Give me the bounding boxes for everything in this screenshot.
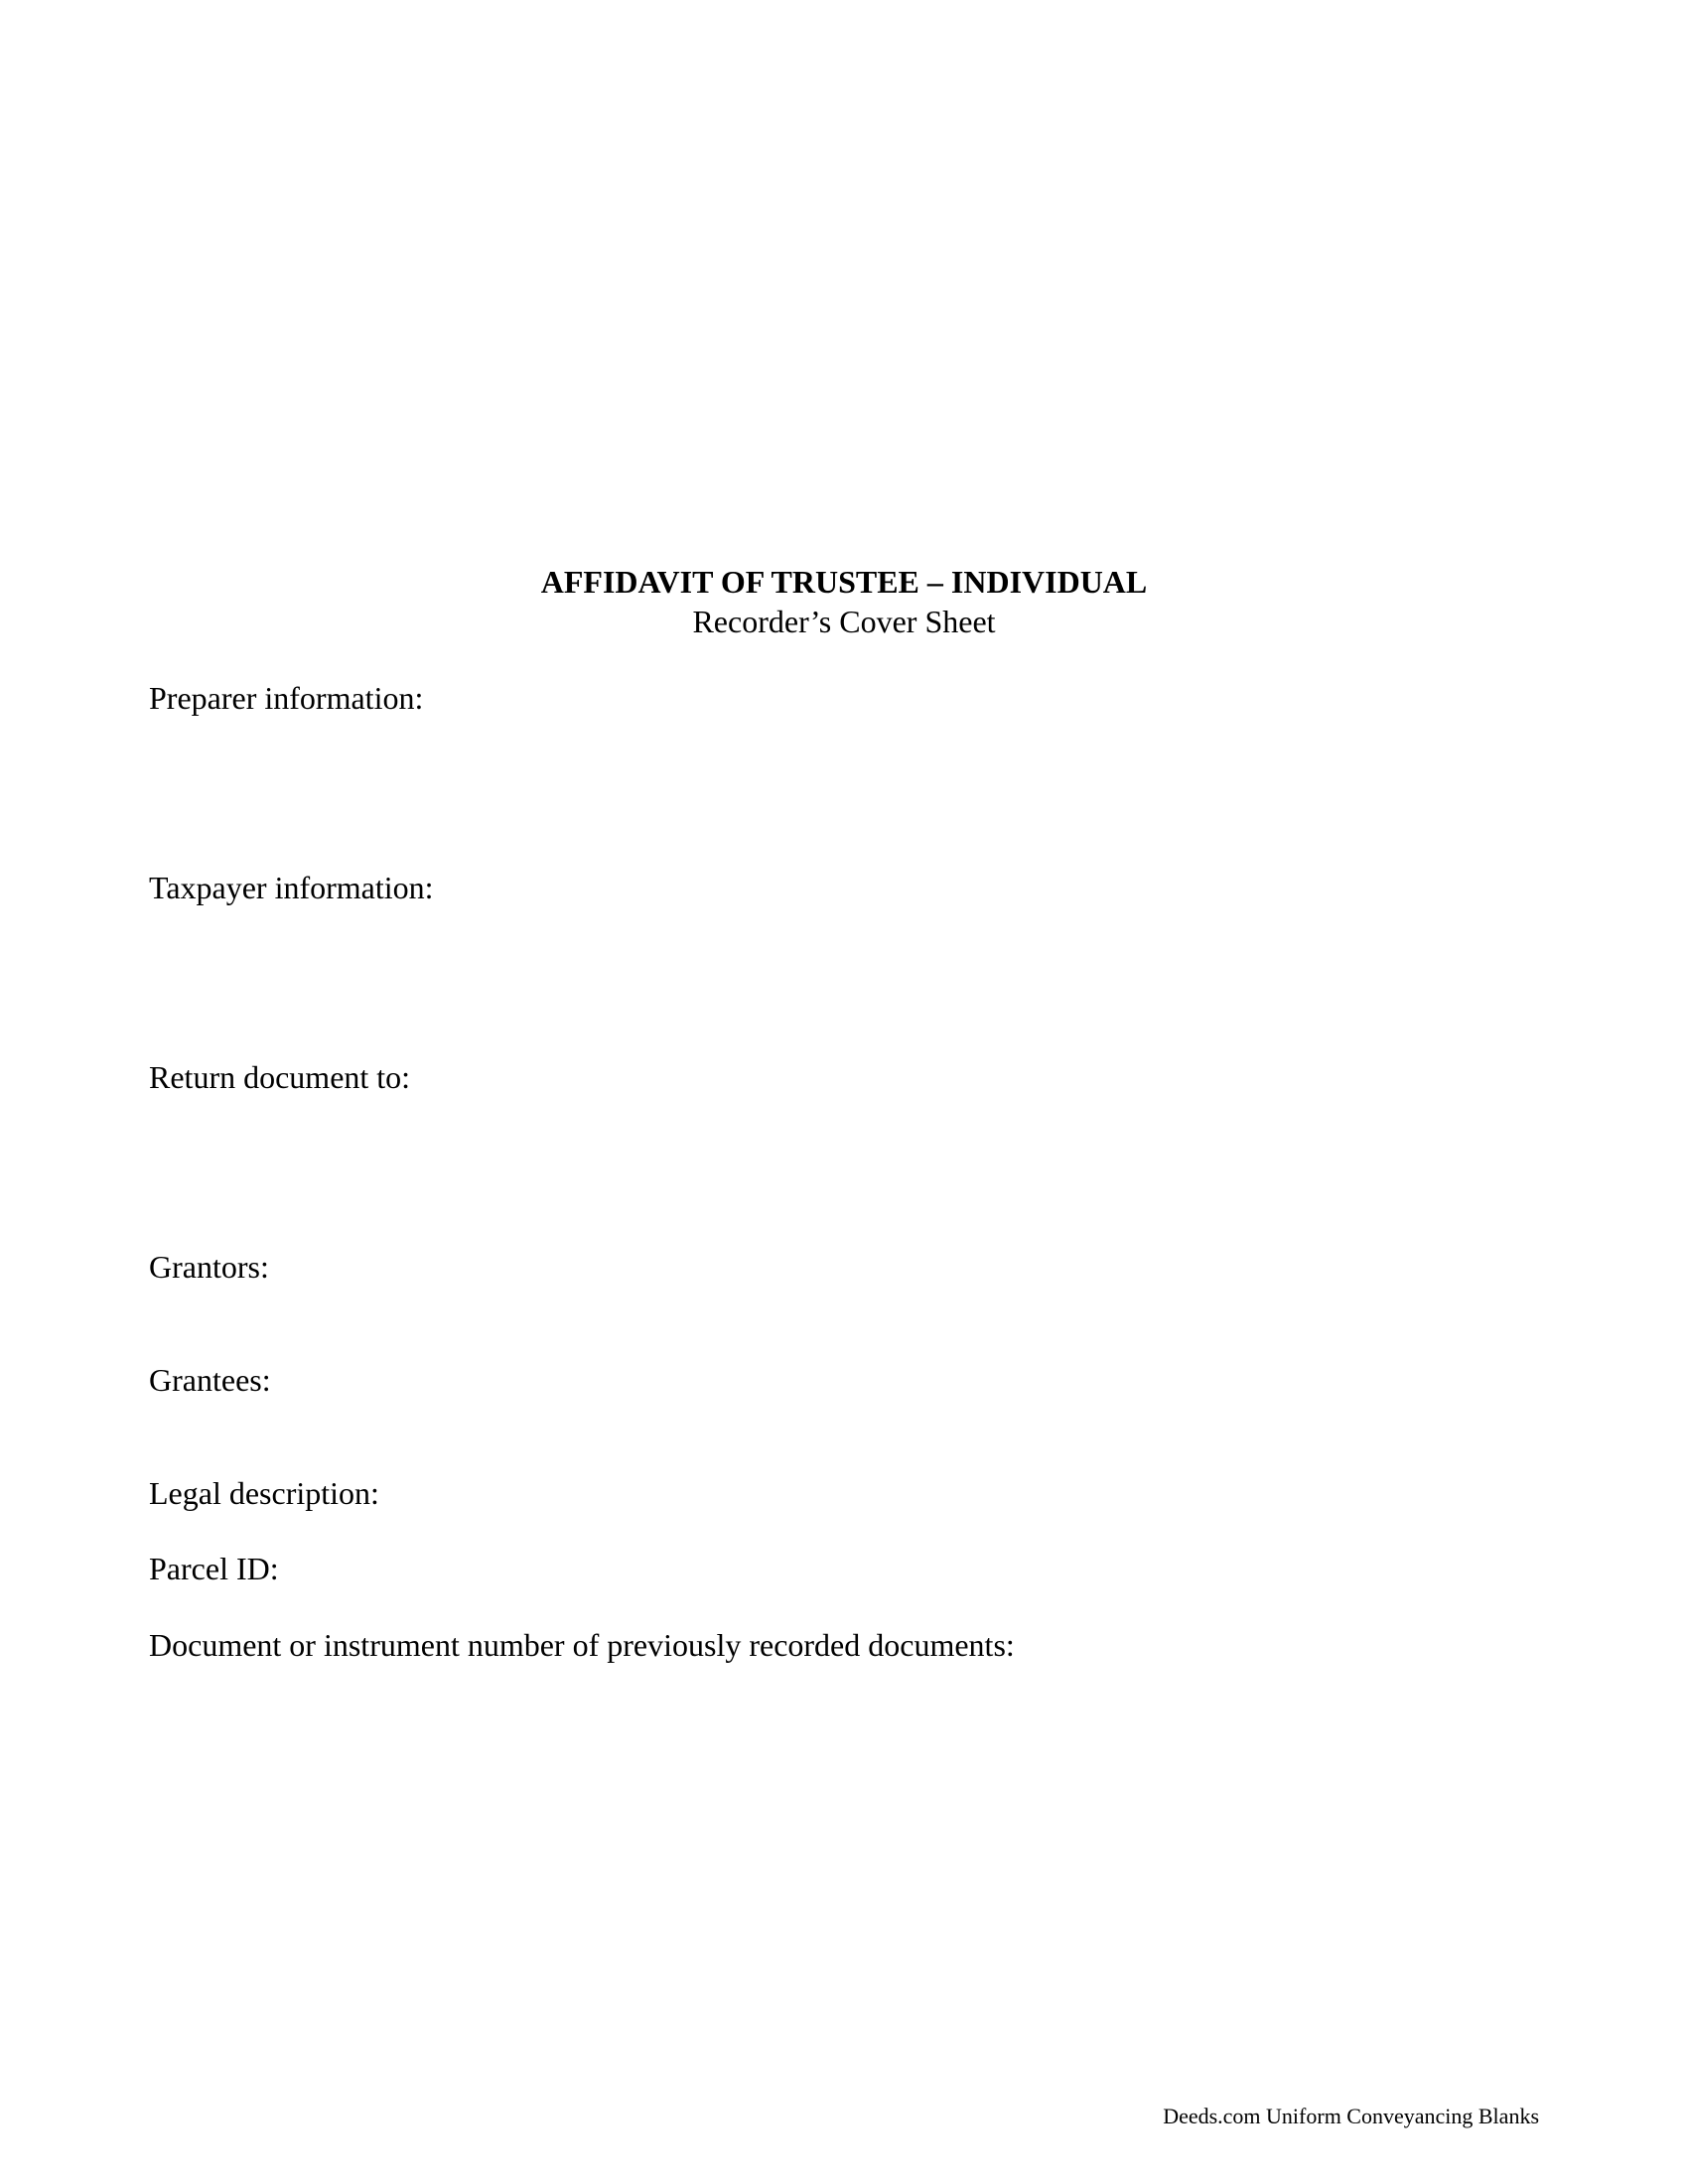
preparer-information-label: Preparer information:	[149, 680, 424, 716]
footer-credit: Deeds.com Uniform Conveyancing Blanks	[1163, 2104, 1539, 2128]
legal-description-label: Legal description:	[149, 1475, 379, 1511]
grantors-label: Grantors:	[149, 1249, 269, 1285]
parcel-id-label: Parcel ID:	[149, 1551, 279, 1586]
document-subtitle: Recorder’s Cover Sheet	[692, 604, 996, 639]
document-title: AFFIDAVIT OF TRUSTEE – INDIVIDUAL	[540, 564, 1148, 600]
return-document-to-label: Return document to:	[149, 1059, 411, 1095]
previous-document-number-label: Document or instrument number of previously recorded documents:	[149, 1627, 1015, 1663]
grantees-label: Grantees:	[149, 1362, 271, 1398]
taxpayer-information-label: Taxpayer information:	[149, 870, 434, 905]
